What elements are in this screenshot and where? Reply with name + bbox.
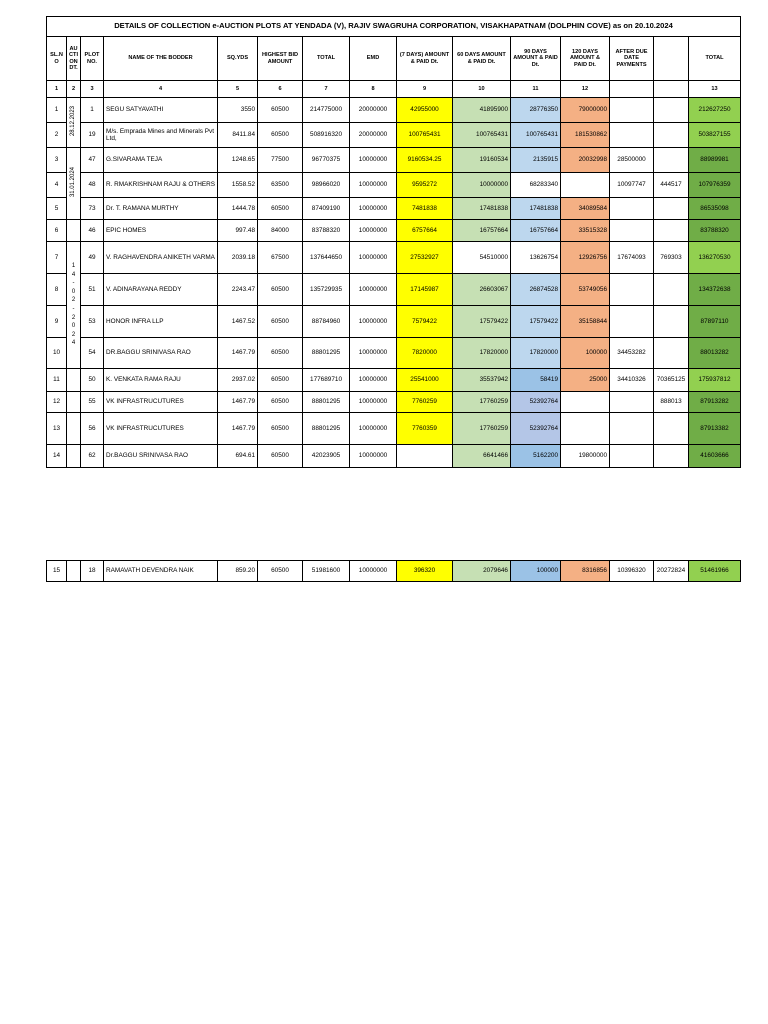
cell-plot: 47 bbox=[81, 148, 104, 173]
cell-extra: 20272824 bbox=[654, 561, 689, 582]
cell-d90: 100765431 bbox=[511, 123, 561, 148]
cell-auction-date bbox=[67, 98, 81, 148]
col-number: 6 bbox=[258, 81, 303, 98]
cell-total: 88784960 bbox=[303, 306, 350, 338]
cell-emd: 10000000 bbox=[350, 561, 397, 582]
cell-d7: 42955000 bbox=[397, 98, 453, 123]
cell-plot: 18 bbox=[81, 561, 104, 582]
cell-after bbox=[610, 123, 654, 148]
cell-d60: 17579422 bbox=[453, 306, 511, 338]
cell-plot: 53 bbox=[81, 306, 104, 338]
cell-bid: 60500 bbox=[258, 561, 303, 582]
cell-d120: 33515328 bbox=[561, 220, 610, 242]
cell-d120: 100000 bbox=[561, 338, 610, 369]
cell-emd: 20000000 bbox=[350, 98, 397, 123]
cell-bid: 60500 bbox=[258, 369, 303, 392]
cell-d120: 19800000 bbox=[561, 445, 610, 468]
cell-d7: 27532927 bbox=[397, 242, 453, 274]
cell-grand: 41603666 bbox=[689, 445, 741, 468]
cell-grand: 86535098 bbox=[689, 198, 741, 220]
cell-bid: 84000 bbox=[258, 220, 303, 242]
cell-sqyds: 859.20 bbox=[218, 561, 258, 582]
cell-d60: 26603067 bbox=[453, 274, 511, 306]
cell-extra: 444517 bbox=[654, 173, 689, 198]
cell-name: VK INFRASTRUCUTURES bbox=[104, 413, 218, 445]
cell-d7: 9595272 bbox=[397, 173, 453, 198]
cell-emd: 10000000 bbox=[350, 392, 397, 413]
collection-table-row-15 bbox=[46, 560, 741, 582]
cell-d60: 41895900 bbox=[453, 98, 511, 123]
cell-grand: 136270530 bbox=[689, 242, 741, 274]
cell-plot: 50 bbox=[81, 369, 104, 392]
header-auction: AU CTI ON DT. bbox=[67, 37, 81, 81]
cell-grand: 87897110 bbox=[689, 306, 741, 338]
cell-d90: 28776350 bbox=[511, 98, 561, 123]
cell-d90: 100000 bbox=[511, 561, 561, 582]
cell-d90: 16757664 bbox=[511, 220, 561, 242]
cell-grand: 83788320 bbox=[689, 220, 741, 242]
cell-sl: 9 bbox=[47, 306, 67, 338]
cell-total: 96770375 bbox=[303, 148, 350, 173]
cell-d7: 25541000 bbox=[397, 369, 453, 392]
cell-after bbox=[610, 392, 654, 413]
cell-total: 98966020 bbox=[303, 173, 350, 198]
cell-bid: 60500 bbox=[258, 445, 303, 468]
cell-after bbox=[610, 413, 654, 445]
cell-d120: 181530862 bbox=[561, 123, 610, 148]
cell-emd: 10000000 bbox=[350, 369, 397, 392]
cell-sqyds: 1467.52 bbox=[218, 306, 258, 338]
cell-total: 88801295 bbox=[303, 413, 350, 445]
cell-total: 508916320 bbox=[303, 123, 350, 148]
cell-after bbox=[610, 220, 654, 242]
cell-bid: 67500 bbox=[258, 242, 303, 274]
cell-auction-date bbox=[67, 392, 81, 413]
cell-d90: 52392764 bbox=[511, 413, 561, 445]
cell-sl: 1 bbox=[47, 98, 67, 123]
table-row bbox=[47, 561, 741, 582]
cell-extra bbox=[654, 338, 689, 369]
cell-d60: 35537942 bbox=[453, 369, 511, 392]
table-row bbox=[47, 242, 741, 274]
header-total: TOTAL bbox=[303, 37, 350, 81]
table-row bbox=[47, 173, 741, 198]
header-highest-bid: HIGHEST BID AMOUNT bbox=[258, 37, 303, 81]
cell-name: EPIC HOMES bbox=[104, 220, 218, 242]
cell-sqyds: 3550 bbox=[218, 98, 258, 123]
cell-d60: 54510000 bbox=[453, 242, 511, 274]
column-number-row bbox=[47, 81, 741, 98]
header-emd: EMD bbox=[350, 37, 397, 81]
cell-d90: 5162200 bbox=[511, 445, 561, 468]
cell-d120 bbox=[561, 173, 610, 198]
cell-emd: 10000000 bbox=[350, 173, 397, 198]
cell-total: 135729935 bbox=[303, 274, 350, 306]
cell-name: Dr.BAGGU SRINIVASA RAO bbox=[104, 445, 218, 468]
cell-total: 137644650 bbox=[303, 242, 350, 274]
cell-d60: 2079646 bbox=[453, 561, 511, 582]
cell-bid: 60500 bbox=[258, 392, 303, 413]
cell-sqyds: 8411.84 bbox=[218, 123, 258, 148]
cell-plot: 19 bbox=[81, 123, 104, 148]
cell-grand: 175937812 bbox=[689, 369, 741, 392]
table-row bbox=[47, 338, 741, 369]
table-row bbox=[47, 198, 741, 220]
cell-name: VK INFRASTRUCUTURES bbox=[104, 392, 218, 413]
table-row bbox=[47, 148, 741, 173]
table-row bbox=[47, 392, 741, 413]
page-title: DETAILS OF COLLECTION e-AUCTION PLOTS AT YENDADA (V), RAJIV SWAGRUHA CORPORATION, VISAKHAPATNAM (DOLPHIN COVE) as on 20.10.2024 bbox=[47, 17, 741, 37]
auction-date-text: 28.12.2023 bbox=[70, 106, 77, 137]
col-number: 2 bbox=[67, 81, 81, 98]
cell-grand: 503827155 bbox=[689, 123, 741, 148]
cell-after: 34410326 bbox=[610, 369, 654, 392]
cell-plot: 51 bbox=[81, 274, 104, 306]
cell-sqyds: 694.61 bbox=[218, 445, 258, 468]
cell-name: V. ADINARAYANA REDDY bbox=[104, 274, 218, 306]
cell-d120 bbox=[561, 392, 610, 413]
table-row bbox=[47, 220, 741, 242]
cell-auction-date bbox=[67, 220, 81, 242]
cell-bid: 60500 bbox=[258, 306, 303, 338]
cell-extra bbox=[654, 123, 689, 148]
cell-grand: 107976359 bbox=[689, 173, 741, 198]
cell-d120: 53749056 bbox=[561, 274, 610, 306]
header-7days: (7 DAYS) AMOUNT & PAID Dt. bbox=[397, 37, 453, 81]
cell-total: 87409190 bbox=[303, 198, 350, 220]
table-row bbox=[47, 445, 741, 468]
cell-sqyds: 1248.65 bbox=[218, 148, 258, 173]
cell-sl: 7 bbox=[47, 242, 67, 274]
cell-d60: 17481838 bbox=[453, 198, 511, 220]
cell-name: R. RMAKRISHNAM RAJU & OTHERS bbox=[104, 173, 218, 198]
cell-bid: 77500 bbox=[258, 148, 303, 173]
cell-grand: 87913382 bbox=[689, 413, 741, 445]
cell-plot: 1 bbox=[81, 98, 104, 123]
cell-total: 51981600 bbox=[303, 561, 350, 582]
cell-d90: 17481838 bbox=[511, 198, 561, 220]
cell-plot: 49 bbox=[81, 242, 104, 274]
cell-bid: 60500 bbox=[258, 98, 303, 123]
cell-sqyds: 2937.02 bbox=[218, 369, 258, 392]
table-row bbox=[47, 369, 741, 392]
cell-auction-date bbox=[67, 148, 81, 220]
cell-d90: 68283340 bbox=[511, 173, 561, 198]
cell-d120 bbox=[561, 413, 610, 445]
cell-sqyds: 1467.79 bbox=[218, 392, 258, 413]
cell-d90: 26874528 bbox=[511, 274, 561, 306]
cell-sqyds: 1467.79 bbox=[218, 413, 258, 445]
cell-name: K. VENKATA RAMA RAJU bbox=[104, 369, 218, 392]
cell-d90: 17579422 bbox=[511, 306, 561, 338]
header-extra bbox=[654, 37, 689, 81]
cell-extra: 769303 bbox=[654, 242, 689, 274]
cell-total: 88801295 bbox=[303, 392, 350, 413]
cell-extra bbox=[654, 220, 689, 242]
cell-after bbox=[610, 198, 654, 220]
cell-emd: 10000000 bbox=[350, 274, 397, 306]
header-plot: PLOT NO. bbox=[81, 37, 104, 81]
table-row bbox=[47, 413, 741, 445]
cell-extra bbox=[654, 445, 689, 468]
cell-name: DR.BAGGU SRINIVASA RAO bbox=[104, 338, 218, 369]
cell-d7: 100765431 bbox=[397, 123, 453, 148]
cell-name: M/s. Emprada Mines and Minerals Pvt Ltd, bbox=[104, 123, 218, 148]
header-sl: SL.N O bbox=[47, 37, 67, 81]
cell-emd: 20000000 bbox=[350, 123, 397, 148]
cell-bid: 60500 bbox=[258, 338, 303, 369]
cell-d7: 7579422 bbox=[397, 306, 453, 338]
cell-bid: 60500 bbox=[258, 274, 303, 306]
cell-auction-date bbox=[67, 413, 81, 445]
table-row bbox=[47, 123, 741, 148]
cell-after: 10097747 bbox=[610, 173, 654, 198]
header-sqyds: SQ.YDS bbox=[218, 37, 258, 81]
cell-plot: 46 bbox=[81, 220, 104, 242]
cell-sl: 6 bbox=[47, 220, 67, 242]
cell-after: 10396320 bbox=[610, 561, 654, 582]
cell-sqyds: 1467.79 bbox=[218, 338, 258, 369]
cell-sl: 11 bbox=[47, 369, 67, 392]
cell-sl: 8 bbox=[47, 274, 67, 306]
cell-d7 bbox=[397, 445, 453, 468]
cell-name: RAMAVATH DEVENDRA NAIK bbox=[104, 561, 218, 582]
cell-grand: 212627250 bbox=[689, 98, 741, 123]
cell-plot: 48 bbox=[81, 173, 104, 198]
cell-emd: 10000000 bbox=[350, 148, 397, 173]
cell-d90: 13626754 bbox=[511, 242, 561, 274]
cell-after: 34453282 bbox=[610, 338, 654, 369]
col-number: 5 bbox=[218, 81, 258, 98]
cell-plot: 62 bbox=[81, 445, 104, 468]
cell-grand: 88989981 bbox=[689, 148, 741, 173]
header-90days: 90 DAYS AMOUNT & PAID Dt. bbox=[511, 37, 561, 81]
cell-d60: 100765431 bbox=[453, 123, 511, 148]
cell-extra bbox=[654, 413, 689, 445]
cell-emd: 10000000 bbox=[350, 242, 397, 274]
cell-after bbox=[610, 306, 654, 338]
cell-d7: 9160534.25 bbox=[397, 148, 453, 173]
table-row bbox=[47, 306, 741, 338]
cell-sl: 15 bbox=[47, 561, 67, 582]
cell-total: 42023905 bbox=[303, 445, 350, 468]
cell-sl: 14 bbox=[47, 445, 67, 468]
cell-emd: 10000000 bbox=[350, 338, 397, 369]
cell-d120: 12926756 bbox=[561, 242, 610, 274]
cell-emd: 10000000 bbox=[350, 445, 397, 468]
cell-d60: 16757664 bbox=[453, 220, 511, 242]
cell-plot: 54 bbox=[81, 338, 104, 369]
cell-sqyds: 1444.78 bbox=[218, 198, 258, 220]
cell-name: Dr. T. RAMANA MURTHY bbox=[104, 198, 218, 220]
cell-d7: 7760359 bbox=[397, 413, 453, 445]
cell-total: 83788320 bbox=[303, 220, 350, 242]
cell-grand: 87913282 bbox=[689, 392, 741, 413]
cell-name: V. RAGHAVENDRA ANIKETH VARMA bbox=[104, 242, 218, 274]
cell-d120: 35158844 bbox=[561, 306, 610, 338]
cell-extra bbox=[654, 198, 689, 220]
cell-d120: 20032998 bbox=[561, 148, 610, 173]
cell-auction-date bbox=[67, 242, 81, 369]
cell-d90: 17820000 bbox=[511, 338, 561, 369]
col-number: 1 bbox=[47, 81, 67, 98]
cell-after: 28500000 bbox=[610, 148, 654, 173]
cell-after bbox=[610, 274, 654, 306]
cell-d60: 19160534 bbox=[453, 148, 511, 173]
cell-total: 214775000 bbox=[303, 98, 350, 123]
cell-bid: 60500 bbox=[258, 413, 303, 445]
cell-plot: 55 bbox=[81, 392, 104, 413]
cell-d90: 58419 bbox=[511, 369, 561, 392]
cell-d120: 25000 bbox=[561, 369, 610, 392]
cell-after: 17674093 bbox=[610, 242, 654, 274]
col-number: 7 bbox=[303, 81, 350, 98]
header-after-due: AFTER DUE DATE PAYMENTS bbox=[610, 37, 654, 81]
header-grand-total: TOTAL bbox=[689, 37, 741, 81]
cell-d60: 10000000 bbox=[453, 173, 511, 198]
cell-sqyds: 2039.18 bbox=[218, 242, 258, 274]
cell-d90: 2135915 bbox=[511, 148, 561, 173]
cell-sqyds: 2243.47 bbox=[218, 274, 258, 306]
col-number: 13 bbox=[689, 81, 741, 98]
cell-plot: 56 bbox=[81, 413, 104, 445]
col-number: 4 bbox=[104, 81, 218, 98]
cell-name: G.SIVARAMA TEJA bbox=[104, 148, 218, 173]
cell-extra bbox=[654, 98, 689, 123]
cell-d7: 7820000 bbox=[397, 338, 453, 369]
cell-grand: 51461966 bbox=[689, 561, 741, 582]
cell-extra bbox=[654, 274, 689, 306]
cell-extra bbox=[654, 148, 689, 173]
cell-after bbox=[610, 445, 654, 468]
cell-name: SEGU SATYAVATHI bbox=[104, 98, 218, 123]
cell-sl: 2 bbox=[47, 123, 67, 148]
cell-extra: 888013 bbox=[654, 392, 689, 413]
table-row bbox=[47, 274, 741, 306]
cell-emd: 10000000 bbox=[350, 306, 397, 338]
cell-sl: 13 bbox=[47, 413, 67, 445]
col-number: 9 bbox=[397, 81, 453, 98]
cell-sl: 3 bbox=[47, 148, 67, 173]
auction-date-text: 31.01.2024 bbox=[70, 167, 77, 198]
cell-d60: 6641466 bbox=[453, 445, 511, 468]
cell-after bbox=[610, 98, 654, 123]
cell-grand: 134372638 bbox=[689, 274, 741, 306]
cell-d120: 79000000 bbox=[561, 98, 610, 123]
cell-emd: 10000000 bbox=[350, 220, 397, 242]
cell-d7: 7760259 bbox=[397, 392, 453, 413]
col-number bbox=[654, 81, 689, 98]
cell-extra: 70365125 bbox=[654, 369, 689, 392]
cell-sl: 12 bbox=[47, 392, 67, 413]
cell-bid: 60500 bbox=[258, 198, 303, 220]
cell-auction-date bbox=[67, 445, 81, 468]
cell-bid: 63500 bbox=[258, 173, 303, 198]
cell-emd: 10000000 bbox=[350, 198, 397, 220]
cell-d120: 34089584 bbox=[561, 198, 610, 220]
cell-d7: 7481838 bbox=[397, 198, 453, 220]
col-number: 11 bbox=[511, 81, 561, 98]
cell-name: HONOR INFRA LLP bbox=[104, 306, 218, 338]
cell-sl: 4 bbox=[47, 173, 67, 198]
cell-total: 177689710 bbox=[303, 369, 350, 392]
cell-d7: 17145987 bbox=[397, 274, 453, 306]
auction-date-text: 1 4 - 0 2 - 2 0 2 4 bbox=[71, 263, 76, 347]
cell-grand: 88013282 bbox=[689, 338, 741, 369]
cell-d60: 17820000 bbox=[453, 338, 511, 369]
cell-sl: 5 bbox=[47, 198, 67, 220]
cell-d7: 6757664 bbox=[397, 220, 453, 242]
cell-auction-date bbox=[67, 369, 81, 392]
col-number bbox=[610, 81, 654, 98]
cell-total: 88801295 bbox=[303, 338, 350, 369]
cell-sqyds: 1558.52 bbox=[218, 173, 258, 198]
cell-extra bbox=[654, 306, 689, 338]
collection-table bbox=[46, 16, 741, 468]
header-name: NAME OF THE BODDER bbox=[104, 37, 218, 81]
cell-emd: 10000000 bbox=[350, 413, 397, 445]
cell-d7: 396320 bbox=[397, 561, 453, 582]
col-number: 8 bbox=[350, 81, 397, 98]
col-number: 10 bbox=[453, 81, 511, 98]
cell-d120: 8316856 bbox=[561, 561, 610, 582]
cell-sl: 10 bbox=[47, 338, 67, 369]
cell-d60: 17760259 bbox=[453, 392, 511, 413]
col-number: 12 bbox=[561, 81, 610, 98]
header-60days: 60 DAYS AMOUNT & PAID Dt. bbox=[453, 37, 511, 81]
table-row bbox=[47, 98, 741, 123]
cell-d60: 17760259 bbox=[453, 413, 511, 445]
cell-bid: 60500 bbox=[258, 123, 303, 148]
col-number: 3 bbox=[81, 81, 104, 98]
cell-plot: 73 bbox=[81, 198, 104, 220]
cell-d90: 52392764 bbox=[511, 392, 561, 413]
cell-sqyds: 997.48 bbox=[218, 220, 258, 242]
header-120days: 120 DAYS AMOUNT & PAID Dt. bbox=[561, 37, 610, 81]
cell-auction-date bbox=[67, 561, 81, 582]
